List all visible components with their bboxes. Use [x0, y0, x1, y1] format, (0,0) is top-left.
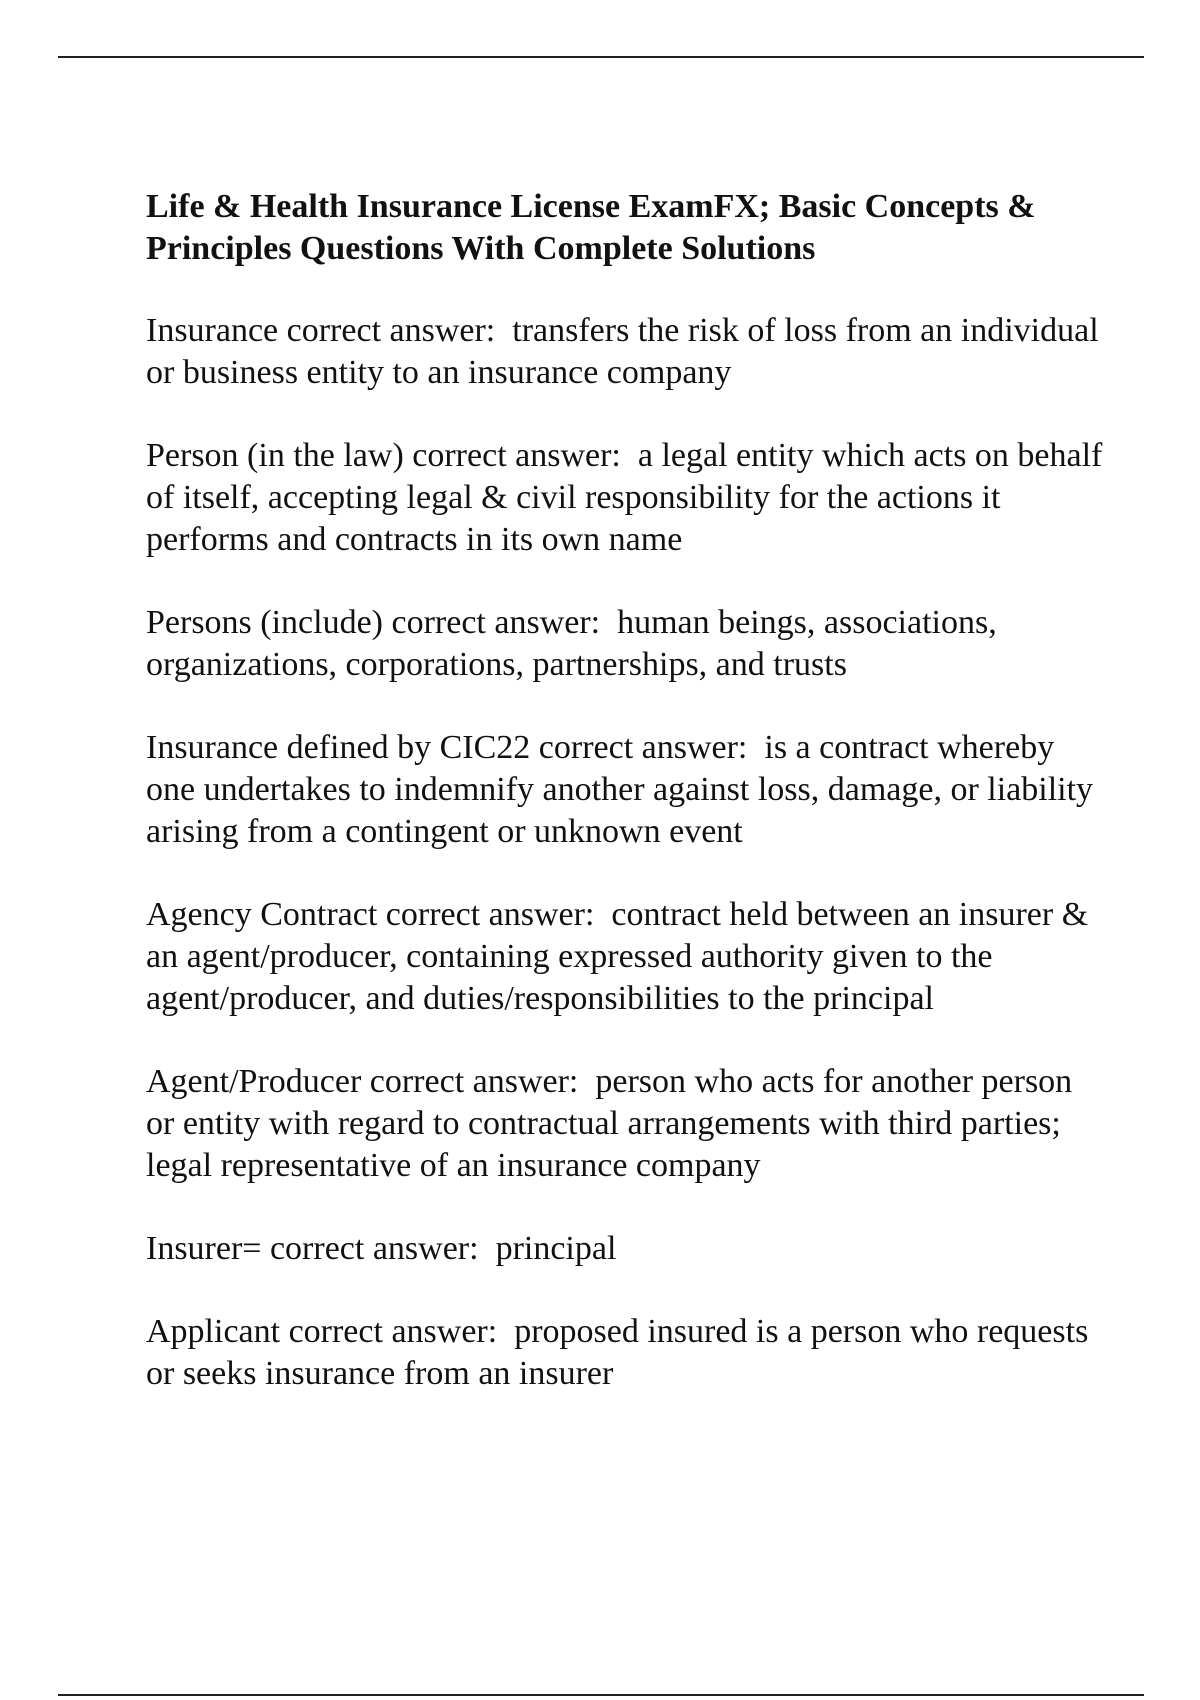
qa-entry: [146, 602, 1106, 686]
qa-term: Agency Contract correct answer:: [146, 896, 595, 933]
qa-definition: transfers the risk of loss from an individual or business entity to an insurance company: [146, 312, 1099, 391]
qa-definition: person who acts for another person or entity with regard to contractual arrangements with third parties; legal representative of an insurance company: [146, 1063, 1073, 1184]
qa-definition: proposed insured is a person who requests or seeks insurance from an insurer: [146, 1313, 1089, 1392]
header-divider: [58, 56, 1144, 58]
qa-term: Applicant correct answer:: [146, 1313, 498, 1350]
qa-definition: a legal entity which acts on behalf of itself, accepting legal & civil responsibility for the actions it performs and contracts in its own name: [146, 437, 1103, 558]
qa-entry: [146, 1311, 1106, 1395]
qa-definition: principal: [495, 1230, 617, 1267]
qa-term: Persons (include) correct answer:: [146, 604, 601, 641]
qa-definition: contract held between an insurer & an agent/producer, containing expressed authority given to the agent/producer, and duties/responsibilities to the principal: [146, 896, 1089, 1017]
qa-entry: [146, 435, 1106, 561]
footer-divider: [58, 1694, 1144, 1696]
qa-entry: [146, 1061, 1106, 1187]
qa-entry: [146, 310, 1106, 394]
document-title: Life & Health Insurance License ExamFX; Basic Concepts & Principles Questions With Complete Solutions: [146, 188, 1036, 267]
qa-term: Insurance defined by CIC22 correct answer:: [146, 729, 748, 766]
qa-term: Person (in the law) correct answer:: [146, 437, 621, 474]
qa-definition: is a contract whereby one undertakes to indemnify another against loss, damage, or liability arising from a contingent or unknown event: [146, 729, 1094, 850]
qa-term: Insurance correct answer:: [146, 312, 496, 349]
qa-entry: [146, 727, 1106, 853]
qa-entry: [146, 1228, 1106, 1270]
qa-term: Insurer= correct answer:: [146, 1230, 479, 1267]
qa-term: Agent/Producer correct answer:: [146, 1063, 579, 1100]
document-body: [146, 186, 1106, 1436]
qa-entry: [146, 894, 1106, 1020]
qa-definition: human beings, associations, organizations, corporations, partnerships, and trusts: [146, 604, 997, 683]
